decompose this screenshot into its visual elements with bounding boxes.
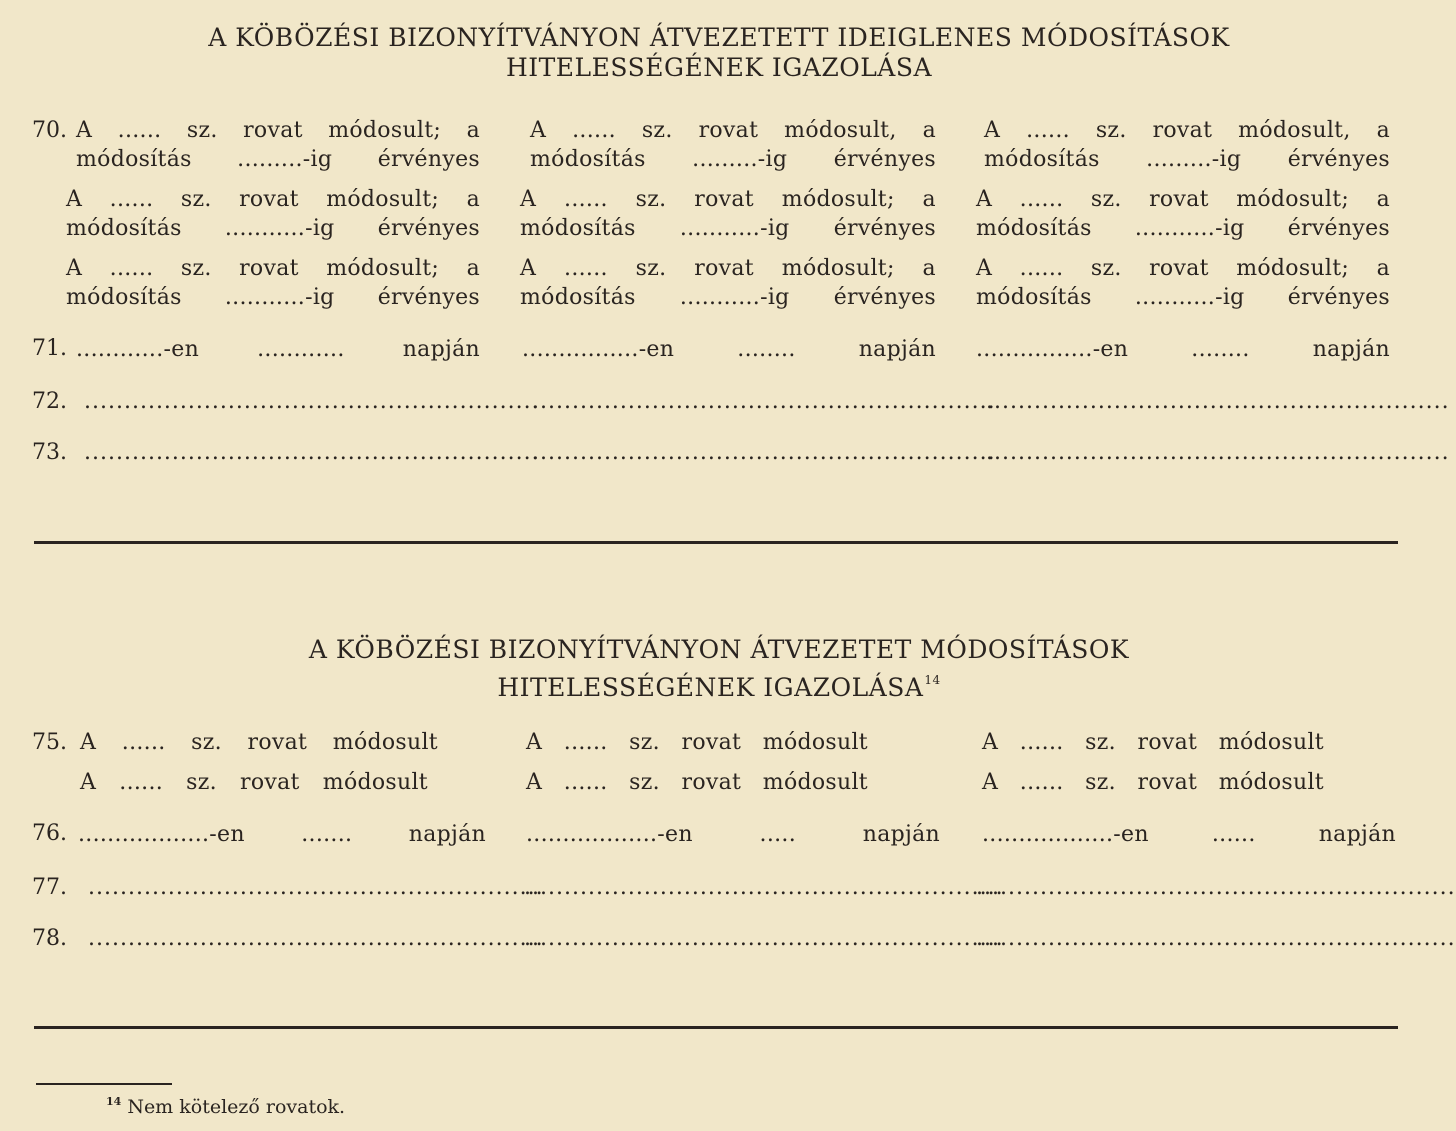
section2-divider: [34, 1026, 1398, 1029]
row77-col2-blank[interactable]: ............................................................: [524, 875, 1004, 900]
row73-col3-blank[interactable]: ..........................................................: [986, 440, 1450, 465]
row70-col2-block3: A ...... sz. rovat módosult; a módosítás ...........-ig érvényes: [520, 256, 936, 310]
section2-title-line1: A KÖBÖZÉSI BIZONYÍTVÁNYON ÁTVEZETET MÓDOSÍTÁSOK: [308, 635, 1130, 664]
row71-col1: ............-en ............ napján: [76, 337, 480, 362]
row-number-73: 73.: [32, 440, 67, 465]
row-number-75: 75.: [32, 730, 67, 755]
row71-col2: ................-en ........ napján: [522, 337, 936, 362]
row70-col1-block1: A ...... sz. rovat módosult; a módosítás .........-ig érvényes: [76, 118, 480, 172]
row78-col1-blank[interactable]: .........................................................: [88, 926, 544, 951]
row72-col1-blank[interactable]: .........................................................: [84, 389, 540, 414]
section2-title-line2: HITELESSÉGÉNEK IGAZOLÁSA$^{14}$: [497, 673, 941, 702]
row78-col2-blank[interactable]: ............................................................: [524, 926, 1004, 951]
row71-col3: ................-en ........ napján: [976, 337, 1390, 362]
row72-col2-blank[interactable]: ..........................................................: [532, 389, 996, 414]
row73-col1-blank[interactable]: .........................................................: [84, 440, 540, 465]
footnote-text: Nem kötelező rovatok.: [127, 1096, 346, 1118]
row-number-77: 77.: [32, 875, 67, 900]
footnote: [106, 1095, 345, 1118]
row76-col3: ..................-en ...... napján: [982, 822, 1396, 847]
row72-col3-blank[interactable]: ..........................................................: [986, 389, 1450, 414]
row73-col2-blank[interactable]: ..........................................................: [532, 440, 996, 465]
row76-col2: ..................-en ..... napján: [526, 822, 940, 847]
row77-col1-blank[interactable]: .........................................................: [88, 875, 544, 900]
row-number-76: 76.: [32, 821, 67, 846]
row70-col2-block1: A ...... sz. rovat módosult, a módosítás .........-ig érvényes: [530, 118, 936, 172]
row70-col2-block2: A ...... sz. rovat módosult; a módosítás ...........-ig érvényes: [520, 187, 936, 241]
row76-col1: ..................-en ....... napján: [78, 822, 486, 847]
row75-col1-line1: A ...... sz. rovat módosult: [80, 730, 438, 755]
row70-col3-block3: A ...... sz. rovat módosult; a módosítás ...........-ig érvényes: [976, 256, 1390, 310]
row77-col3-blank[interactable]: ............................................................: [976, 875, 1456, 900]
row75-col1-line2: A ...... sz. rovat módosult: [80, 770, 428, 795]
row70-col1-block3: A ...... sz. rovat módosult; a módosítás ...........-ig érvényes: [66, 256, 480, 310]
section1-divider: [34, 541, 1398, 544]
section1-title-line1: A KÖBÖZÉSI BIZONYÍTVÁNYON ÁTVEZETETT IDEIGLENES MÓDOSÍTÁSOK: [208, 23, 1230, 52]
row-number-71: 71.: [32, 336, 67, 361]
row70-col1-block2: A ...... sz. rovat módosult; a módosítás ...........-ig érvényes: [66, 187, 480, 241]
footnote-separator: [36, 1083, 172, 1085]
row70-col3-block2: A ...... sz. rovat módosult; a módosítás ...........-ig érvényes: [976, 187, 1390, 241]
row-number-70: 70.: [32, 118, 67, 143]
row75-col3-line2: A ...... sz. rovat módosult: [982, 770, 1324, 795]
footnote-ref-mark: 14: [924, 673, 941, 687]
row75-col2-line2: A ...... sz. rovat módosult: [526, 770, 868, 795]
row78-col3-blank[interactable]: ............................................................: [976, 926, 1456, 951]
row-number-72: 72.: [32, 389, 67, 414]
footnote-mark: 14: [106, 1095, 122, 1108]
row75-col2-line1: A ...... sz. rovat módosult: [526, 730, 868, 755]
row70-col3-block1: A ...... sz. rovat módosult, a módosítás .........-ig érvényes: [984, 118, 1390, 172]
row-number-78: 78.: [32, 926, 67, 951]
section1-title-line2: HITELESSÉGÉNEK IGAZOLÁSA: [505, 53, 933, 82]
row75-col3-line1: A ...... sz. rovat módosult: [982, 730, 1324, 755]
